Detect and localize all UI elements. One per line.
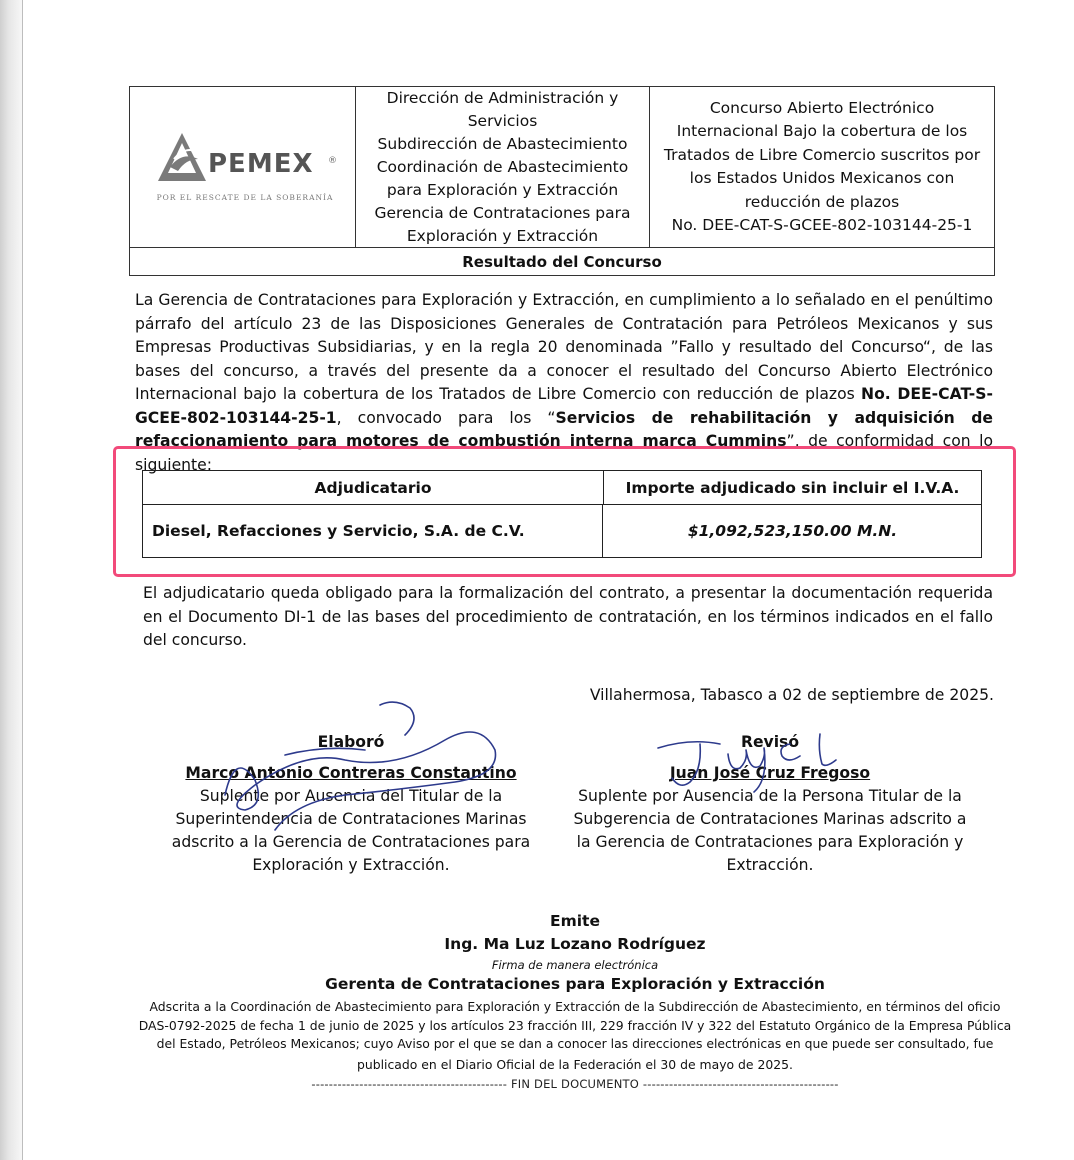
intro-text-3: ”, de conformidad con lo siguiente: bbox=[135, 432, 994, 474]
awardee-cell: Diesel, Refacciones y Servicio, S.A. de C.V. bbox=[143, 505, 603, 557]
issuer-note-line: DAS-0792-2025 de fecha 1 de junio de 2025 y los artículos 23 fracción III, 229 fracción IV y 322 del Estatuto Orgánico de la Empresa Pública bbox=[138, 1017, 1012, 1033]
tender-line: los Estados Unidos Mexicanos con bbox=[689, 169, 955, 187]
pemex-logo-icon bbox=[152, 129, 212, 189]
signature-name-left: Marco Antonio Contreras Constantino bbox=[185, 764, 517, 782]
signature-line-right: Suplente por Ausencia de la Persona Titular de la bbox=[578, 787, 962, 805]
place-date: Villahermosa, Tabasco a 02 de septiembre de 2025. bbox=[589, 686, 994, 704]
header-logo-cell bbox=[130, 87, 356, 247]
signature-left-icon bbox=[195, 690, 525, 840]
end-of-document: --------------------------------------------- FIN DEL DOCUMENTO --------------------------------------------- bbox=[311, 1077, 839, 1091]
header-department-cell bbox=[356, 87, 650, 247]
signature-line-left: Superintendencia de Contrataciones Marinas bbox=[175, 810, 527, 828]
tender-line: Tratados de Libre Comercio suscritos por bbox=[663, 145, 981, 164]
tender-line: No. DEE-CAT-S-GCEE-802-103144-25-1 bbox=[671, 216, 973, 234]
awardee-header: Adjudicatario bbox=[143, 471, 604, 505]
department-line: Coordinación de Abastecimiento bbox=[376, 157, 629, 176]
tender-line: Concurso Abierto Electrónico bbox=[709, 98, 935, 117]
department-line: Dirección de Administración y bbox=[386, 88, 619, 107]
issuer-title: Gerenta de Contrataciones para Exploración y Extracción bbox=[325, 975, 825, 993]
logo-registered: ® bbox=[328, 156, 337, 166]
department-line: Servicios bbox=[467, 111, 538, 130]
signature-role-left: Elaboró bbox=[317, 733, 385, 751]
signature-role-right: Revisó bbox=[740, 733, 800, 751]
issuer-note bbox=[135, 998, 1015, 1054]
issuer-name: Ing. Ma Luz Lozano Rodríguez bbox=[444, 935, 706, 953]
intro-text-1: La Gerencia de Contrataciones para Exploración y Extracción, en cumplimiento a lo señalado en el penúltimo párrafo del artículo 23 de las Disposiciones Generales de Contratación para Petróleos Mexicanos y sus Empresas Productivas Subsidiarias, y en la regla 20 denominada ”Fallo y resultado del Concurso“, de las bases del concurso, a través del presente da a conocer el resultado del Concurso Abierto Electrónico Internacional bajo la cobertura de los Tratados de Libre Comercio con reducción de plazos bbox=[135, 291, 993, 403]
signature-right-icon bbox=[650, 720, 850, 800]
issuer-note-last: publicado en el Diario Oficial de la Federación el 30 de mayo de 2025. bbox=[357, 1057, 793, 1072]
issuer-sign-note: Firma de manera electrónica bbox=[491, 958, 659, 972]
department-lines bbox=[374, 87, 630, 248]
header-table bbox=[129, 86, 995, 276]
page-edge bbox=[22, 0, 23, 1160]
issuer-note-line: del Estado, Petróleos Mexicanos; cuyo Aviso por el que se dan a conocer las direcciones electrónicas en que puede ser consultado, fue bbox=[156, 1036, 994, 1051]
department-line: Subdirección de Abastecimiento bbox=[377, 134, 628, 153]
amount-header: Importe adjudicado sin incluir el I.V.A. bbox=[604, 471, 981, 505]
intro-text-2: , convocado para los “ bbox=[336, 408, 556, 427]
logo-word: PEMEX bbox=[208, 149, 314, 179]
tender-number: No. DEE-CAT-S-GCEE-802-103144-25-1 bbox=[135, 385, 993, 427]
issuer-label: Emite bbox=[550, 912, 600, 930]
page-shadow bbox=[0, 0, 22, 1160]
department-line: para Exploración y Extracción bbox=[386, 180, 619, 199]
tender-line: reducción de plazos bbox=[744, 192, 900, 211]
department-line: Gerencia de Contrataciones para bbox=[374, 203, 631, 222]
result-title: Resultado del Concurso bbox=[130, 247, 994, 276]
header-tender-cell bbox=[650, 87, 994, 247]
obligation-paragraph: El adjudicatario queda obligado para la formalización del contrato, a presentar la documentación requerida en el Documento DI-1 de las bases del procedimiento de contratación, en los términos indicados en el fallo del concurso. bbox=[143, 584, 993, 649]
tender-line: Internacional Bajo la cobertura de los bbox=[676, 122, 968, 140]
tender-lines bbox=[664, 97, 980, 238]
signature-name-right: Juan José Cruz Fregoso bbox=[669, 764, 871, 782]
signature-line-left: Suplente por Ausencia del Titular de la bbox=[199, 787, 503, 805]
service-description: Servicios de rehabilitación y adquisición de refaccionamiento para motores de combustión interna marca Cummins bbox=[135, 408, 993, 450]
department-line: Exploración y Extracción bbox=[406, 226, 599, 245]
signature-line-left: adscrito a la Gerencia de Contrataciones para bbox=[171, 833, 531, 851]
logo-tagline: POR EL RESCATE DE LA SOBERANÍA bbox=[156, 193, 334, 202]
signature-line-left: Exploración y Extracción. bbox=[252, 856, 450, 874]
issuer-note-line: Adscrita a la Coordinación de Abastecimiento para Exploración y Extracción de la Subdirección de Abastecimiento, en términos del oficio bbox=[149, 999, 1001, 1014]
pemex-logo bbox=[150, 129, 340, 209]
amount-cell: $1,092,523,150.00 M.N. bbox=[687, 522, 898, 540]
signature-line-right: Extracción. bbox=[726, 856, 814, 874]
award-table bbox=[142, 470, 982, 558]
signature-line-right: Subgerencia de Contrataciones Marinas adscrito a bbox=[573, 810, 967, 828]
signature-line-right: la Gerencia de Contrataciones para Exploración y bbox=[576, 833, 964, 851]
